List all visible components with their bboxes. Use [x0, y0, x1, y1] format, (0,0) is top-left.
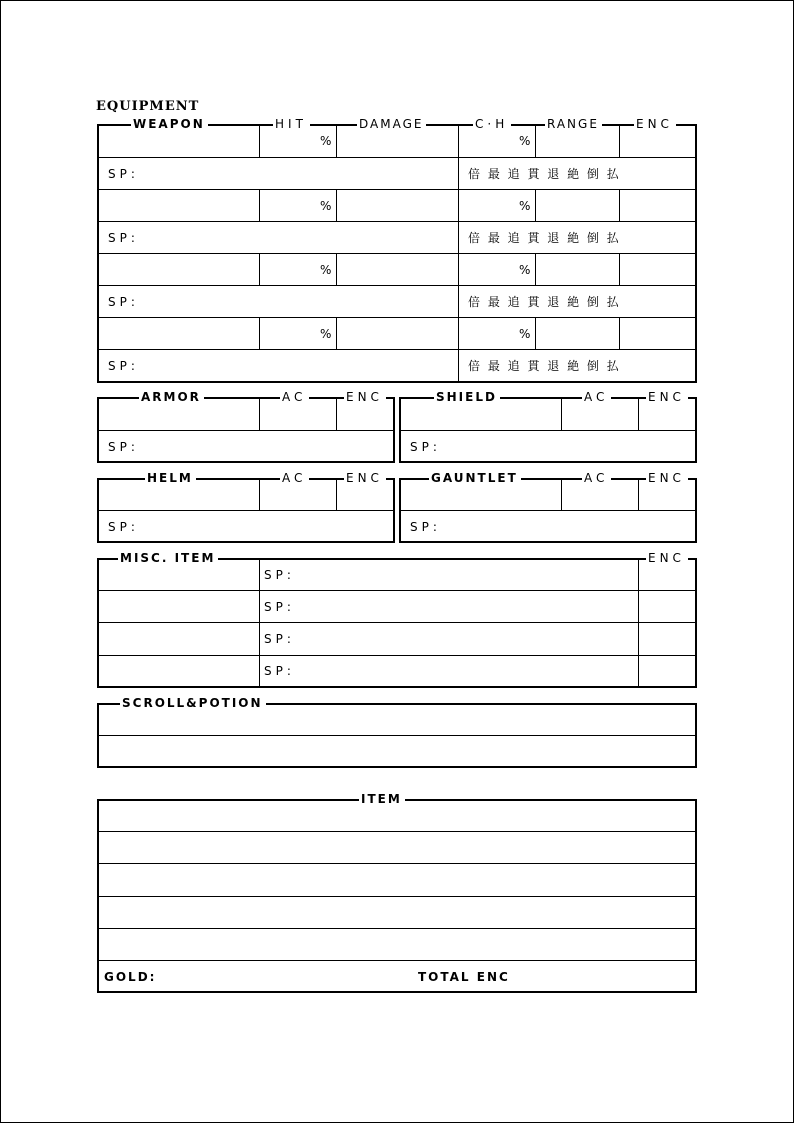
- total-enc-label: TOTAL ENC: [418, 970, 510, 984]
- gauntlet-ac-label: AC: [582, 471, 611, 485]
- weapon-row-line: [98, 317, 696, 318]
- weapon-traits: 倍 最 追 貫 退 絶 倒 払: [468, 231, 621, 245]
- scroll-row-line: [98, 735, 696, 736]
- item-row-line: [98, 863, 696, 864]
- gauntlet-row-line: [400, 510, 696, 511]
- weapon-col-line: [619, 253, 620, 285]
- weapon-col-line: [619, 189, 620, 221]
- item-row-line: [98, 928, 696, 929]
- misc-col-line: [638, 559, 639, 687]
- hit-percent: %: [320, 263, 332, 277]
- weapon-col-line: [336, 189, 337, 221]
- armor-sp-label: SP:: [108, 440, 139, 454]
- misc-col-line: [259, 559, 260, 687]
- misc-row-line: [98, 655, 696, 656]
- weapon-row-line: [98, 253, 696, 254]
- weapon-row-line: [98, 189, 696, 190]
- weapon-col-line: [619, 125, 620, 157]
- shield-sp-label: SP:: [410, 440, 441, 454]
- shield-col-line: [561, 398, 562, 430]
- weapon-col-line: [535, 125, 536, 157]
- weapon-col-line: [336, 125, 337, 157]
- armor-enc-label: ENC: [344, 390, 386, 404]
- misc-item-table: [97, 558, 697, 688]
- misc-item-label: MISC. ITEM: [118, 551, 218, 565]
- weapon-col-line: [259, 125, 260, 157]
- shield-ac-label: AC: [582, 390, 611, 404]
- weapon-col-line: [535, 253, 536, 285]
- weapon-col-line: [259, 317, 260, 349]
- helm-label: HELM: [145, 471, 196, 485]
- helm-col-line: [259, 479, 260, 510]
- weapon-col-line: [259, 253, 260, 285]
- range-header: RANGE: [545, 117, 602, 131]
- ch-header: C·H: [473, 117, 511, 131]
- misc-sp-label: SP:: [264, 568, 295, 582]
- hit-percent: %: [320, 199, 332, 213]
- weapon-col-line: [336, 317, 337, 349]
- page-title: EQUIPMENT: [96, 99, 200, 114]
- weapon-traits: 倍 最 追 貫 退 絶 倒 払: [468, 167, 621, 181]
- misc-sp-label: SP:: [264, 600, 295, 614]
- misc-enc-label: ENC: [646, 551, 688, 565]
- weapon-sp-label: SP:: [108, 359, 139, 373]
- misc-row-line: [98, 590, 696, 591]
- item-row-line: [98, 896, 696, 897]
- weapon-sp-label: SP:: [108, 167, 139, 181]
- gauntlet-label: GAUNTLET: [429, 471, 521, 485]
- gauntlet-enc-label: ENC: [646, 471, 688, 485]
- misc-row-line: [98, 622, 696, 623]
- misc-sp-label: SP:: [264, 664, 295, 678]
- shield-label: SHIELD: [434, 390, 500, 404]
- shield-col-line: [638, 398, 639, 430]
- weapon-col-line: [336, 253, 337, 285]
- misc-sp-label: SP:: [264, 632, 295, 646]
- helm-row-line: [98, 510, 394, 511]
- gauntlet-col-line: [561, 479, 562, 510]
- weapon-sp-label: SP:: [108, 231, 139, 245]
- shield-row-line: [400, 430, 696, 431]
- helm-sp-label: SP:: [108, 520, 139, 534]
- weapon-traits: 倍 最 追 貫 退 絶 倒 払: [468, 295, 621, 309]
- ch-percent: %: [519, 199, 531, 213]
- weapon-col-line: [535, 317, 536, 349]
- weapon-col-line: [619, 317, 620, 349]
- weapon-header: WEAPON: [131, 117, 208, 131]
- weapon-traits: 倍 最 追 貫 退 絶 倒 払: [468, 359, 621, 373]
- weapon-col-line: [458, 125, 459, 383]
- weapon-col-line: [259, 189, 260, 221]
- damage-header: DAMAGE: [357, 117, 426, 131]
- enc-header: ENC: [634, 117, 676, 131]
- item-row-line: [98, 960, 696, 961]
- helm-ac-label: AC: [280, 471, 309, 485]
- item-row-line: [98, 831, 696, 832]
- hit-percent: %: [320, 134, 332, 148]
- weapon-row-line: [98, 285, 696, 286]
- hit-percent: %: [320, 327, 332, 341]
- item-label: ITEM: [359, 792, 405, 806]
- armor-col-line: [259, 398, 260, 430]
- ch-percent: %: [519, 263, 531, 277]
- helm-col-line: [336, 479, 337, 510]
- weapon-row-line: [98, 157, 696, 158]
- scroll-potion-label: SCROLL&POTION: [120, 696, 266, 710]
- helm-enc-label: ENC: [344, 471, 386, 485]
- armor-ac-label: AC: [280, 390, 309, 404]
- armor-row-line: [98, 430, 394, 431]
- armor-col-line: [336, 398, 337, 430]
- weapon-row-line: [98, 349, 696, 350]
- shield-enc-label: ENC: [646, 390, 688, 404]
- gold-label: GOLD:: [104, 970, 157, 984]
- weapon-col-line: [535, 189, 536, 221]
- ch-percent: %: [519, 134, 531, 148]
- ch-percent: %: [519, 327, 531, 341]
- weapon-row-line: [98, 221, 696, 222]
- armor-label: ARMOR: [139, 390, 204, 404]
- gauntlet-sp-label: SP:: [410, 520, 441, 534]
- weapon-sp-label: SP:: [108, 295, 139, 309]
- gauntlet-col-line: [638, 479, 639, 510]
- hit-header: HIT: [273, 117, 310, 131]
